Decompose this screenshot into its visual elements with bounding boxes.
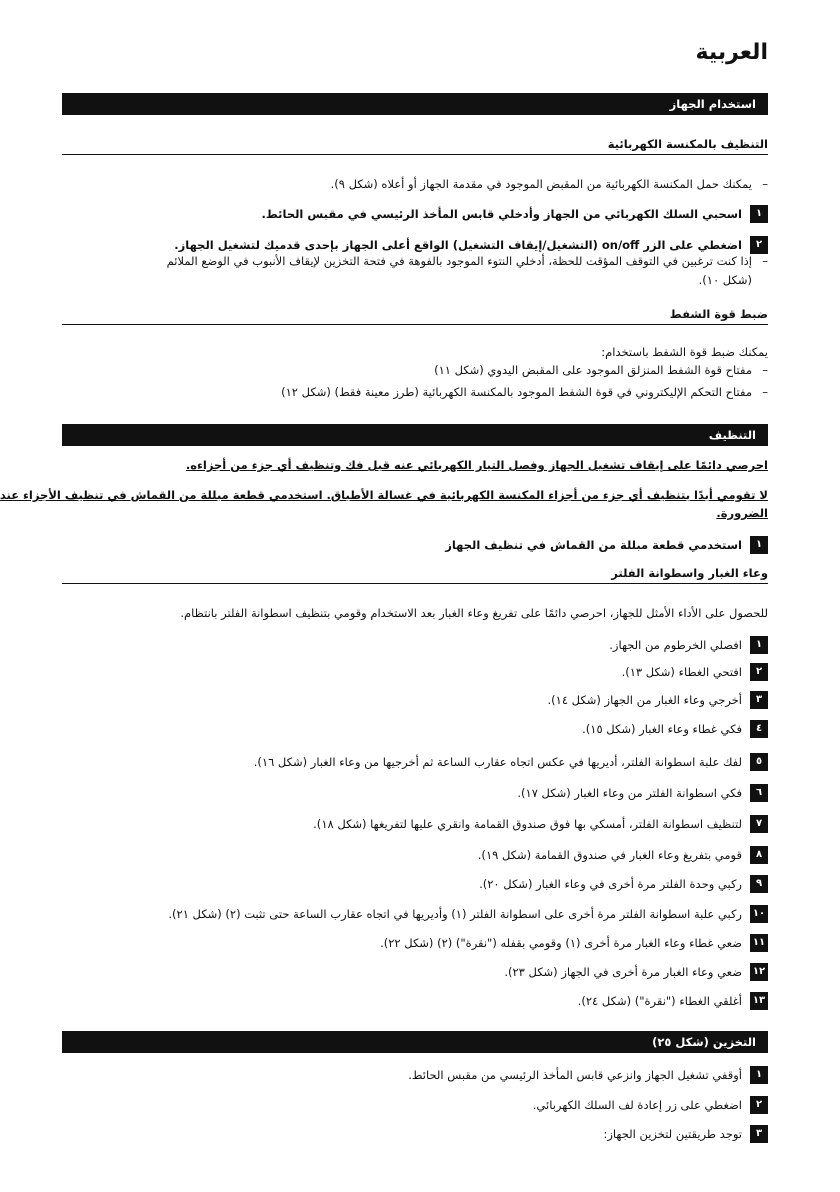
bullet-item: –يمكنك حمل المكنسة الكهربائية من المقبض الموجود في مقدمة الجهاز أو أعلاه (شكل ٩). — [330, 177, 768, 191]
bullet-continuation: (شكل ١٠). — [698, 273, 752, 287]
step-text: أغلقي الغطاء ("نقرة") (شكل ٢٤). — [577, 994, 742, 1008]
step-text: افصلي الخرطوم من الجهاز. — [609, 638, 742, 652]
step-item — [254, 753, 768, 771]
step-number: ١٠ — [750, 905, 768, 923]
step-text: ضعي وعاء الغبار مرة أخرى في الجهاز (شكل ٢٣). — [504, 965, 742, 979]
step-item — [504, 963, 768, 981]
step-item — [603, 1125, 768, 1143]
section-header-cleaning: التنظيف — [62, 424, 768, 446]
step-text: افتحي الغطاء (شكل ١٣). — [621, 665, 742, 679]
step-text: اضغطي على الزر on/off (التشغيل/إيقاف التشغيل) الواقع أعلى الجهاز بإحدى قدميك لتشغيل الجهاز. — [174, 238, 742, 252]
step-item — [479, 875, 768, 893]
step-text: ركبي وحدة الفلتر مرة أخرى في وعاء الغبار (شكل ٢٠). — [479, 877, 742, 891]
step-item — [168, 905, 768, 923]
bullet-dash: – — [762, 177, 768, 191]
step-item — [408, 1066, 768, 1084]
warning-text: احرصي دائمًا على إيقاف تشغيل الجهاز وفصل التيار الكهربائي عنه قبل فك وتنظيف أي جزء من أجزاءه. — [185, 458, 768, 472]
step-number: ٤ — [750, 720, 768, 738]
warning-text: لا تقومي أبدًا بتنظيف أي جزء من أجزاء المكنسة الكهربائية في غسالة الأطباق. استخدمي قطعة مبللة من القماش في تنظيف الأجزاء عند — [0, 488, 768, 502]
step-text: ضعي غطاء وعاء الغبار مرة أخرى (١) وقومي بقفله ("نقرة") (٢) (شكل ٢٢). — [380, 936, 742, 950]
step-text: اسحبي السلك الكهربائي من الجهاز وأدخلي قابس المأخذ الرئيسي في مقبس الحائط. — [261, 207, 742, 221]
step-number: ١ — [750, 536, 768, 554]
paragraph: للحصول على الأداء الأمثل للجهاز، احرصي دائمًا على تفريغ وعاء الغبار بعد الاستخدام وقومي بتنظيف اسطوانة الفلتر بانتظام. — [180, 606, 768, 620]
step-item — [380, 934, 768, 952]
step-item — [533, 1096, 768, 1114]
divider — [62, 324, 768, 325]
subheading-dust-container: وعاء الغبار واسطوانة الفلتر — [611, 566, 768, 580]
step-number: ٣ — [750, 691, 768, 709]
page-title: العربية — [695, 40, 768, 65]
step-number: ١ — [750, 205, 768, 223]
bullet-dash: – — [762, 385, 768, 399]
step-text: اضغطي على زر إعادة لف السلك الكهربائي. — [532, 1098, 742, 1112]
step-item — [609, 636, 768, 654]
paragraph: يمكنك ضبط قوة الشفط باستخدام: — [601, 345, 768, 359]
step-number: ٩ — [750, 875, 768, 893]
step-item — [582, 720, 768, 738]
step-text: استخدمي قطعة مبللة من القماش في تنظيف الجهاز — [445, 538, 742, 552]
step-number: ٨ — [750, 846, 768, 864]
section-header-storage: التخزين (شكل ٢٥) — [62, 1031, 768, 1053]
bullet-item: –مفتاح قوة الشفط المنزلق الموجود على المقبض اليدوي (شكل ١١) — [434, 363, 768, 377]
step-text: لتنظيف اسطوانة الفلتر، أمسكي بها فوق صندوق القمامة وانقري عليها لتفريغها (شكل ١٨). — [313, 817, 742, 831]
step-number: ١ — [750, 636, 768, 654]
step-number: ٢ — [750, 1096, 768, 1114]
step-number: ٦ — [750, 784, 768, 802]
step-number: ٢ — [750, 663, 768, 681]
step-number: ١١ — [750, 934, 768, 952]
step-number: ٥ — [750, 753, 768, 771]
step-number: ١٢ — [750, 963, 768, 981]
step-text: أخرجي وعاء الغبار من الجهاز (شكل ١٤). — [547, 693, 742, 707]
step-number: ٧ — [750, 815, 768, 833]
step-text: توجد طريقتين لتخزين الجهاز: — [603, 1127, 742, 1141]
step-item — [262, 205, 769, 223]
step-number: ٢ — [750, 236, 768, 254]
step-number: ١٣ — [750, 992, 768, 1010]
step-item — [313, 815, 768, 833]
step-text: ركبي علبة اسطوانة الفلتر مرة أخرى على اسطوانة الفلتر (١) وأديريها في اتجاه عقارب الساعة حتى تثبت (٢) (شكل ٢١). — [168, 907, 742, 921]
section-header-use: استخدام الجهاز — [62, 93, 768, 115]
step-text: قومي بتفريغ وعاء الغبار في صندوق القمامة (شكل ١٩). — [477, 848, 742, 862]
step-number: ٣ — [750, 1125, 768, 1143]
step-item — [174, 236, 768, 254]
divider — [62, 154, 768, 155]
step-item — [548, 691, 768, 709]
bullet-dash: – — [762, 363, 768, 377]
bullet-item: –مفتاح التحكم الإليكتروني في قوة الشفط الموجود بالمكنسة الكهربائية (طرز معينة فقط) (شكل ١٢) — [281, 385, 768, 399]
step-item — [445, 536, 768, 554]
step-text: أوقفي تشغيل الجهاز وانزعي قابس المأخذ الرئيسي من مقبس الحائط. — [408, 1068, 742, 1082]
step-item — [517, 784, 768, 802]
step-text: فكي غطاء وعاء الغبار (شكل ١٥). — [582, 722, 742, 736]
bullet-item: –إذا كنت ترغبين في التوقف المؤقت للحظة، أدخلي النتوء الموجود بالفوهة في فتحة التخزين لإيقاف الأنبوب في الوضع الملائم — [166, 254, 768, 268]
step-item — [622, 663, 768, 681]
subheading-suction-power: ضبط قوة الشفط — [669, 307, 768, 321]
step-number: ١ — [750, 1066, 768, 1084]
step-item — [478, 846, 768, 864]
step-text: لفك علبة اسطوانة الفلتر، أديريها في عكس اتجاه عقارب الساعة ثم أخرجيها من وعاء الغبار (شكل ١٦). — [253, 755, 742, 769]
step-text: فكي اسطوانة الفلتر من وعاء الغبار (شكل ١٧). — [517, 786, 742, 800]
bullet-dash: – — [762, 254, 768, 268]
warning-text-continuation: الضرورة. — [716, 506, 768, 520]
subheading-vacuum-cleaning: التنظيف بالمكنسة الكهربائية — [607, 137, 768, 151]
step-item — [578, 992, 768, 1010]
divider — [62, 583, 768, 584]
